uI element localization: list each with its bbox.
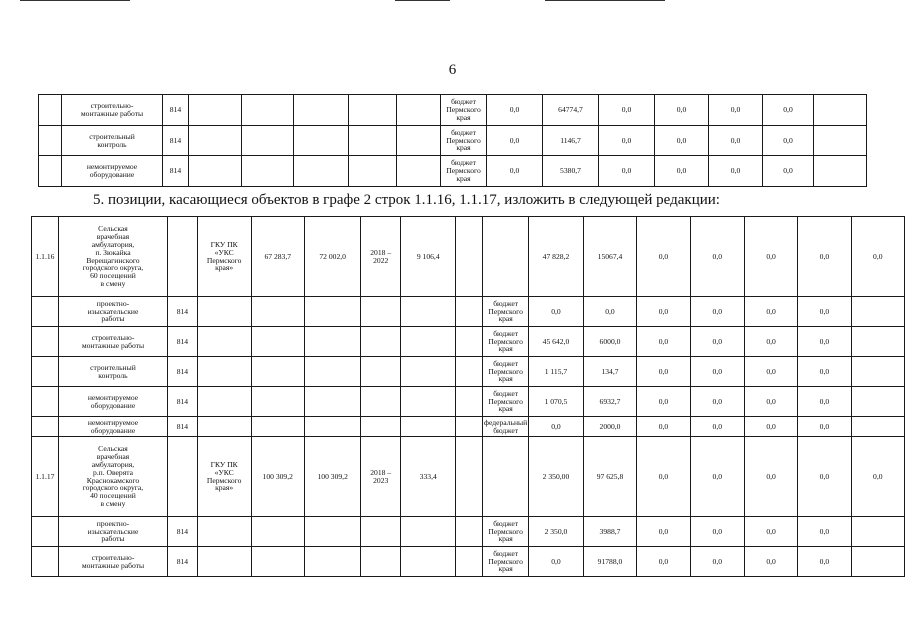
cell: 0,0 bbox=[744, 417, 797, 437]
table-row bbox=[32, 297, 905, 327]
cell: 0,0 bbox=[690, 417, 744, 437]
cell: 0,0 bbox=[637, 357, 690, 387]
section-heading: 5. позиции, касающиеся объектов в графе 2 строк 1.1.16, 1.1.17, изложить в следующей редакции: bbox=[93, 192, 720, 208]
cell: 0,0 bbox=[763, 95, 814, 126]
cell: 0,0 bbox=[798, 417, 851, 437]
cell: 0,0 bbox=[690, 327, 744, 357]
page-number: 6 bbox=[448, 62, 457, 78]
cell: 6932,7 bbox=[583, 387, 637, 417]
table-row bbox=[32, 387, 905, 417]
cell: 0,0 bbox=[637, 547, 690, 577]
cell: 0,0 bbox=[655, 95, 709, 126]
row-name: немонтируемое оборудование bbox=[58, 417, 167, 437]
cell: 0,0 bbox=[529, 547, 584, 577]
cell: 0,0 bbox=[744, 297, 797, 327]
row-code: 814 bbox=[168, 357, 198, 387]
scan-top-line bbox=[20, 0, 130, 1]
cell: 0,0 bbox=[744, 547, 797, 577]
cell: 3988,7 bbox=[583, 517, 637, 547]
row-code: 814 bbox=[168, 417, 198, 437]
cell: 0,0 bbox=[487, 95, 543, 126]
cell: 1 115,7 bbox=[529, 357, 584, 387]
cell: 47 828,2 bbox=[529, 217, 584, 297]
table-row bbox=[32, 517, 905, 547]
cell: 0,0 bbox=[637, 217, 690, 297]
cell: 0,0 bbox=[798, 517, 851, 547]
object-customer: ГКУ ПК «УКС Пермского края» bbox=[197, 217, 251, 297]
cell: 0,0 bbox=[655, 126, 709, 156]
row-code: 814 bbox=[163, 156, 189, 187]
cell: 0,0 bbox=[744, 517, 797, 547]
object-row bbox=[32, 437, 905, 517]
scan-top-line bbox=[545, 0, 665, 1]
row-name: строительно- монтажные работы bbox=[58, 327, 167, 357]
row-source: бюджет Пермского края bbox=[441, 156, 487, 187]
row-code: 814 bbox=[168, 517, 198, 547]
object-number: 1.1.16 bbox=[32, 217, 59, 297]
row-name: немонтируемое оборудование bbox=[58, 387, 167, 417]
cell: 0,0 bbox=[744, 357, 797, 387]
cell: 0,0 bbox=[709, 126, 763, 156]
row-source: бюджет Пермского края bbox=[441, 95, 487, 126]
cell: 0,0 bbox=[851, 437, 904, 517]
cell: 0,0 bbox=[690, 297, 744, 327]
cell: 0,0 bbox=[798, 297, 851, 327]
cell: 0,0 bbox=[690, 387, 744, 417]
row-source: бюджет Пермского края bbox=[483, 517, 529, 547]
cell: 0,0 bbox=[798, 327, 851, 357]
cell: 0,0 bbox=[637, 437, 690, 517]
cell: 0,0 bbox=[744, 437, 797, 517]
cell: 91788,0 bbox=[583, 547, 637, 577]
row-code: 814 bbox=[168, 327, 198, 357]
cell: 0,0 bbox=[637, 327, 690, 357]
row-code: 814 bbox=[168, 297, 198, 327]
row-name: строительно- монтажные работы bbox=[62, 95, 163, 126]
row-name: проектно- изыскательские работы bbox=[58, 297, 167, 327]
cell: 0,0 bbox=[744, 327, 797, 357]
cell: 0,0 bbox=[798, 217, 851, 297]
row-name: строительный контроль bbox=[62, 126, 163, 156]
cell: 0,0 bbox=[763, 126, 814, 156]
row-source: бюджет Пермского края bbox=[483, 387, 529, 417]
cell: 0,0 bbox=[599, 95, 655, 126]
cell: 5380,7 bbox=[543, 156, 599, 187]
scan-top-line bbox=[395, 0, 450, 1]
row-code: 814 bbox=[163, 95, 189, 126]
cell: 0,0 bbox=[744, 217, 797, 297]
object-customer: ГКУ ПК «УКС Пермского края» bbox=[197, 437, 251, 517]
cell: 64774,7 bbox=[543, 95, 599, 126]
cell: 0,0 bbox=[798, 547, 851, 577]
cell: 0,0 bbox=[709, 156, 763, 187]
cell: 0,0 bbox=[583, 297, 637, 327]
table-row bbox=[32, 357, 905, 387]
cell: 0,0 bbox=[690, 357, 744, 387]
cell: 0,0 bbox=[744, 387, 797, 417]
object-cost: 100 309,2 bbox=[251, 437, 304, 517]
cell: 2 350,0 bbox=[529, 517, 584, 547]
row-name: немонтируемое оборудование bbox=[62, 156, 163, 187]
cell: 0,0 bbox=[487, 126, 543, 156]
object-row bbox=[32, 217, 905, 297]
cell: 0,0 bbox=[690, 517, 744, 547]
object-done: 9 106,4 bbox=[401, 217, 456, 297]
object-name: Сельская врачебная амбулатория, р.п. Оверята Краснокамского городского округа, 40 посещений в смену bbox=[58, 437, 167, 517]
row-source: бюджет Пермского края bbox=[483, 547, 529, 577]
row-code: 814 bbox=[168, 387, 198, 417]
cell: 0,0 bbox=[798, 437, 851, 517]
cell: 0,0 bbox=[798, 387, 851, 417]
object-done: 333,4 bbox=[401, 437, 456, 517]
cell: 0,0 bbox=[637, 517, 690, 547]
row-source: бюджет Пермского края bbox=[483, 327, 529, 357]
row-source: бюджет Пермского края bbox=[483, 297, 529, 327]
cell: 0,0 bbox=[637, 297, 690, 327]
table-row bbox=[39, 126, 867, 156]
cell: 15067,4 bbox=[583, 217, 637, 297]
cell: 0,0 bbox=[709, 95, 763, 126]
cell: 0,0 bbox=[599, 126, 655, 156]
table-row bbox=[39, 156, 867, 187]
cell: 0,0 bbox=[529, 417, 584, 437]
cell: 0,0 bbox=[655, 156, 709, 187]
table-row bbox=[32, 417, 905, 437]
cell: 97 625,8 bbox=[583, 437, 637, 517]
cell: 0,0 bbox=[690, 437, 744, 517]
object-cost: 67 283,7 bbox=[251, 217, 304, 297]
cell: 0,0 bbox=[798, 357, 851, 387]
object-cost: 72 002,0 bbox=[304, 217, 360, 297]
cell: 0,0 bbox=[763, 156, 814, 187]
row-source: федеральный бюджет bbox=[484, 417, 528, 435]
row-code: 814 bbox=[168, 547, 198, 577]
row-name: строительно- монтажные работы bbox=[58, 547, 167, 577]
row-source: бюджет Пермского края bbox=[483, 357, 529, 387]
cell: 45 642,0 bbox=[529, 327, 584, 357]
cell: 0,0 bbox=[599, 156, 655, 187]
table-row bbox=[32, 547, 905, 577]
object-years: 2018 – 2023 bbox=[361, 437, 401, 517]
object-cost: 100 309,2 bbox=[304, 437, 360, 517]
main-table bbox=[31, 216, 905, 577]
cell: 0,0 bbox=[487, 156, 543, 187]
cell: 0,0 bbox=[690, 547, 744, 577]
row-name: строительный контроль bbox=[58, 357, 167, 387]
cell: 2 350,00 bbox=[529, 437, 584, 517]
cell: 0,0 bbox=[529, 297, 584, 327]
table-row bbox=[39, 95, 867, 126]
cell: 0,0 bbox=[690, 217, 744, 297]
table-row bbox=[32, 327, 905, 357]
row-name: проектно- изыскательские работы bbox=[58, 517, 167, 547]
cell: 1146,7 bbox=[543, 126, 599, 156]
cell: 0,0 bbox=[851, 217, 904, 297]
top-continuation-table bbox=[38, 94, 867, 187]
row-source: бюджет Пермского края bbox=[441, 126, 487, 156]
cell: 2000,0 bbox=[583, 417, 637, 437]
cell: 1 070,5 bbox=[529, 387, 584, 417]
object-years: 2018 – 2022 bbox=[361, 217, 401, 297]
cell: 0,0 bbox=[637, 417, 690, 437]
cell: 6000,0 bbox=[583, 327, 637, 357]
cell: 134,7 bbox=[583, 357, 637, 387]
row-code: 814 bbox=[163, 126, 189, 156]
object-name: Сельская врачебная амбулатория, п. Зюкайка Верещагинского городского округа, 60 посещений в смену bbox=[58, 217, 167, 297]
cell: 0,0 bbox=[637, 387, 690, 417]
object-number: 1.1.17 bbox=[32, 437, 59, 517]
